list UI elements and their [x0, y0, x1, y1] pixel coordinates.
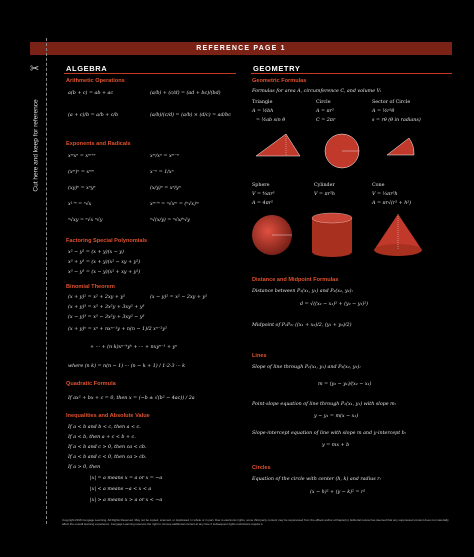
exp-8: xᵐᐟⁿ = ⁿ√xᵐ = (ⁿ√x)ᵐ — [150, 202, 199, 207]
quad-title: Quadratic Formula — [66, 381, 116, 387]
triangle-f2: = ½ab sin θ — [256, 118, 286, 123]
si-formula: y = mx + b — [322, 443, 350, 448]
fact-2: x³ + y³ = (x + y)(x² − xy + y²) — [68, 260, 141, 265]
scissors-icon: ✂ — [30, 62, 40, 75]
shapes-2d-diagram — [250, 128, 455, 178]
exp-7: x¹ᐟⁿ = ⁿ√x — [68, 202, 92, 207]
ineq-8: |x| > a means x > a or x < −a — [90, 498, 163, 503]
geo-formulas-title: Geometric Formulas — [252, 78, 307, 84]
binom-3: (x + y)³ = x³ + 3x²y + 3xy² + y³ — [68, 305, 145, 310]
cut-sidebar — [28, 62, 44, 462]
slope-intro: Slope of line through P₁(x₁, y₁) and P₂(x₂, y₂): — [252, 365, 361, 370]
midpoint-formula: Midpoint of P₁P₂: ((x₁ + x₂)/2, (y₁ + y₂)/2) — [252, 323, 352, 328]
circle-name: Circle — [316, 100, 331, 105]
ineq-6: |x| = a means x = a or x = −a — [90, 476, 163, 481]
fact-3: x³ − y³ = (x − y)(x² + xy + y²) — [68, 270, 141, 275]
ineq-2: If a < b, then a + c < b + c. — [68, 435, 136, 440]
sector-name: Sector of Circle — [372, 100, 411, 105]
sphere-f1: V = ⁴⁄₃πr³ — [252, 192, 275, 197]
ps-intro: Point-slope equation of line through P₁(x₁, y₁) with slope m: — [252, 402, 397, 407]
exp-5: (xy)ⁿ = xⁿyⁿ — [68, 186, 96, 191]
arith-3: (a + c)/b = a/b + c/b — [68, 113, 119, 118]
sphere-name: Sphere — [252, 183, 270, 188]
geometry-rule — [251, 73, 452, 74]
triangle-name: Triangle — [252, 100, 273, 105]
ineq-4: If a < b and c < 0, then ca > cb. — [68, 455, 147, 460]
slope-formula: m = (y₂ − y₁)/(x₂ − x₁) — [318, 382, 372, 387]
cut-line — [46, 38, 47, 524]
ineq-3: If a < b and c > 0, then ca < cb. — [68, 445, 147, 450]
circles-title: Circles — [252, 465, 271, 471]
arith-4: (a/b)/(c/d) = (a/b) × (d/c) = ad/bc — [150, 113, 231, 118]
triangle-f1: A = ½bh — [252, 109, 274, 114]
binom-title: Binomial Theorem — [66, 284, 115, 290]
circles-intro: Equation of the circle with center (h, k) and radius r: — [252, 477, 382, 482]
exp-9: ⁿ√xy = ⁿ√x ⁿ√y — [68, 218, 103, 223]
cylinder-f1: V = πr²h — [314, 192, 335, 197]
banner-title: REFERENCE PAGE 1 — [196, 45, 286, 52]
quad-formula: If ax² + bx + c = 0, then x = (−b ± √(b² − 4ac)) / 2a — [68, 396, 195, 401]
binom-2: (x − y)² = x² − 2xy + y² — [150, 295, 208, 300]
ps-formula: y − y₁ = m(x − x₁) — [314, 414, 359, 419]
circle-f1: A = πr² — [316, 109, 334, 114]
ineq-title: Inequalities and Absolute Value — [66, 413, 150, 419]
copyright-footer: Copyright 2016 Cengage Learning. All Rights Reserved. May not be copied, scanned, or duplicated, in whole or in part. Due to electronic rights, some third party content may be suppressed from the eBook and/or eChapter(s). Editorial review has deemed that any suppressed content does not materially affect the overall learning experience. Cengage Learning reserves the right to remove additional content at any time if subsequent rights restrictions require it. — [62, 518, 449, 526]
ineq-7: |x| < a means −a < x < a — [90, 487, 152, 492]
sphere-f2: A = 4πr² — [252, 201, 273, 206]
cone-name: Cone — [372, 183, 385, 188]
dist-title: Distance and Midpoint Formulas — [252, 277, 339, 283]
geometry-heading: GEOMETRY — [253, 64, 301, 73]
lines-title: Lines — [252, 353, 267, 359]
binom-6: + ··· + (n k)xⁿ⁻ᵏyᵏ + ··· + nxyⁿ⁻¹ + yⁿ — [90, 345, 178, 350]
cylinder-name: Cylinder — [314, 183, 335, 188]
arith-1: a(b + c) = ab + ac — [68, 91, 114, 96]
sector-f2: s = rθ (θ in radians) — [372, 118, 421, 123]
binom-1: (x + y)² = x² + 2xy + y² — [68, 295, 126, 300]
fact-title: Factoring Special Polynomials — [66, 238, 148, 244]
circle-equation: (x − h)² + (y − k)² = r² — [310, 490, 366, 495]
shapes-3d-diagram — [250, 210, 455, 262]
cone-f2: A = πr√(r² + h²) — [372, 201, 412, 206]
algebra-heading: ALGEBRA — [66, 64, 108, 73]
triangle-shape — [256, 134, 300, 156]
geo-formulas-intro: Formulas for area A, circumference C, and volume V: — [252, 89, 382, 94]
exp-1: xᵐxⁿ = xᵐ⁺ⁿ — [68, 154, 96, 159]
circle-f2: C = 2πr — [316, 118, 336, 123]
si-intro: Slope-intercept equation of line with slope m and y-intercept b: — [252, 431, 407, 436]
exp-2: xᵐ/xⁿ = xᵐ⁻ⁿ — [150, 154, 180, 159]
cut-label: Cut here and keep for reference — [32, 99, 40, 192]
reference-banner — [30, 42, 452, 55]
exp-10: ⁿ√(x/y) = ⁿ√x/ⁿ√y — [150, 218, 190, 223]
binom-4: (x − y)³ = x³ − 3x²y + 3xy² − y³ — [68, 315, 145, 320]
exp-3: (xᵐ)ⁿ = xᵐⁿ — [68, 170, 94, 175]
dist-intro: Distance between P₁(x₁, y₁) and P₂(x₂, y₂): — [252, 289, 354, 294]
sector-shape — [387, 138, 414, 155]
ineq-5: If a > 0, then — [68, 465, 101, 470]
binom-5: (x + y)ⁿ = xⁿ + nxⁿ⁻¹y + n(n − 1)/2 xⁿ⁻²y² — [68, 327, 167, 332]
arith-title: Arithmetic Operations — [66, 78, 125, 84]
algebra-rule — [64, 73, 236, 74]
sector-f1: A = ½r²θ — [372, 109, 395, 114]
exp-6: (x/y)ⁿ = xⁿ/yⁿ — [150, 186, 181, 191]
exp-title: Exponents and Radicals — [66, 141, 131, 147]
ineq-1: If a < b and b < c, then a < c. — [68, 425, 141, 430]
binom-7: where (n k) = n(n − 1) ··· (n − k + 1) / 1·2·3 ··· k — [68, 364, 186, 369]
arith-2: (a/b) + (c/d) = (ad + bc)/(bd) — [150, 91, 221, 96]
fact-1: x² − y² = (x + y)(x − y) — [68, 250, 124, 255]
dist-formula: d = √((x₂ − x₁)² + (y₂ − y₁)²) — [300, 302, 368, 307]
cone-f1: V = ⅓πr²h — [372, 192, 398, 197]
exp-4: x⁻ⁿ = 1/xⁿ — [150, 170, 174, 175]
